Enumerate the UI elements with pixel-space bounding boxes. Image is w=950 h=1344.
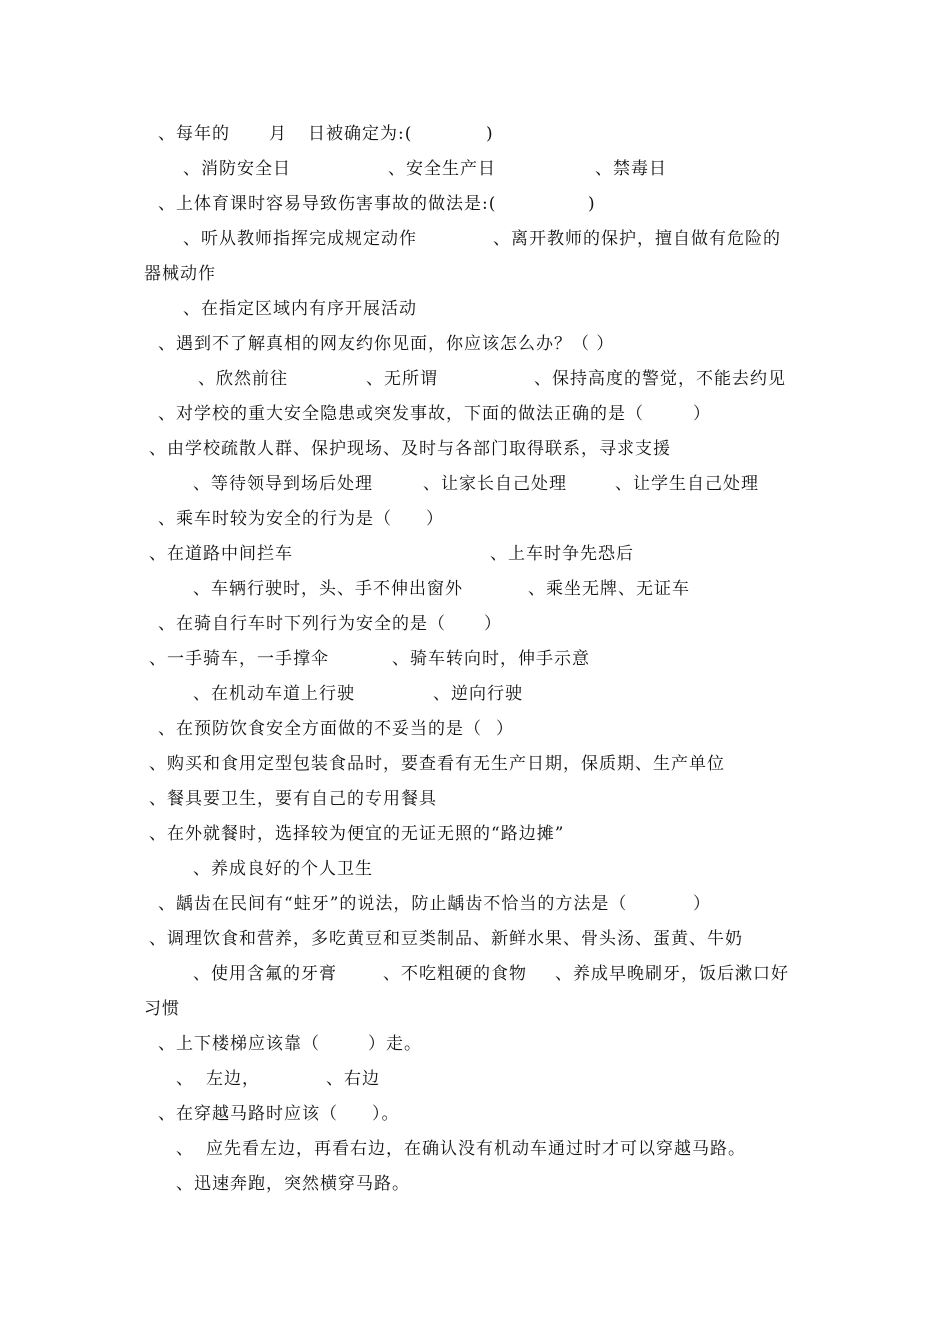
question-5-option-d: 、乘坐无牌、无证车 [528,579,690,599]
question-8-option-b: 、使用含氟的牙膏 [193,964,337,984]
question-3-option-a: 、欣然前往 [198,369,288,389]
question-5-option-a: 、在道路中间拦车 [149,544,293,564]
question-3-text: 、遇到不了解真相的网友约你见面，你应该怎么办？（ ） [158,334,615,354]
question-4-text-a: 、对学校的重大安全隐患或突发事故，下面的做法正确的是（ [158,404,644,424]
question-8-option-d: 、养成早晚刷牙，饭后漱口好 [555,964,789,984]
question-7-option-c: 、在外就餐时，选择较为便宜的无证无照的“路边摊” [149,824,565,844]
question-4-option-a-row [149,438,671,460]
question-2-options-row2 [183,298,417,320]
question-8-option-a: 、调理饮食和营养，多吃黄豆和豆类制品、新鲜水果、骨头汤、蛋黄、牛奶 [149,929,743,949]
question-7-text-a: 、在预防饮食安全方面做的不妥当的是（ [158,719,482,739]
question-6-option-b: 、骑车转向时，伸手示意 [392,649,590,669]
question-1-option-a: 、消防安全日 [183,159,291,179]
question-6-text-b: ） [484,614,502,634]
question-10-option-b: 、迅速奔跑，突然横穿马路。 [176,1174,410,1194]
question-6-text-a: 、在骑自行车时下列行为安全的是（ [158,614,446,634]
question-7-option-c-row [149,823,564,845]
question-10-option-a: 应先看左边，再看右边，在确认没有机动车通过时才可以穿越马路。 [206,1139,746,1159]
question-6-option-c: 、在机动车道上行驶 [193,684,355,704]
question-1-text-d: ) [486,124,494,144]
question-1-option-b: 、安全生产日 [388,159,496,179]
question-10-text-b: ）。 [372,1104,400,1124]
question-7-option-a-row [149,753,725,775]
question-6-option-d: 、逆向行驶 [433,684,523,704]
question-8-option-d-continued [144,998,180,1020]
question-3-option-c: 、保持高度的警觉，不能去约见 [534,369,786,389]
question-7-option-d-row [193,858,373,880]
question-9-option-b: 、右边 [326,1069,380,1089]
question-7-option-b-row [149,788,437,810]
question-4-option-b: 、等待领导到场后处理 [193,474,373,494]
question-5-option-b: 、上车时争先恐后 [490,544,634,564]
question-10-text-a: 、在穿越马路时应该（ [158,1104,338,1124]
question-4-option-d: 、让学生自己处理 [615,474,759,494]
question-7-option-b: 、餐具要卫生，要有自己的专用餐具 [149,789,437,809]
question-5-option-c: 、车辆行驶时，头、手不伸出窗外 [193,579,463,599]
question-1-option-c: 、禁毒日 [595,159,667,179]
question-8-option-a-row [149,928,743,950]
question-2-option-b: 、离开教师的保护，擅自做有危险的 [493,229,781,249]
question-1-text-b: 月 [269,124,287,144]
question-9-text-b: ）走。 [368,1034,422,1054]
question-8-option-d-tail: 习惯 [144,999,180,1019]
question-8-text-a: 、龋齿在民间有“蛀牙”的说法，防止龋齿不恰当的方法是（ [158,894,628,914]
question-5-text-a: 、乘车时较为安全的行为是（ [158,509,392,529]
question-7-option-a: 、购买和食用定型包装食品时，要查看有无生产日期，保质期、生产单位 [149,754,725,774]
question-2-option-b-continued [144,263,216,285]
question-2-option-b-tail: 器械动作 [144,264,216,284]
question-10-option-a-marker: 、 [176,1139,194,1159]
question-1-text-c: 日被确定为:( [308,124,413,144]
question-10-option-b-row [176,1173,410,1195]
question-4-text-b: ） [693,404,711,424]
question-3 [158,333,614,355]
question-6-option-a: 、一手骑车，一手撑伞 [149,649,329,669]
question-8-option-c: 、不吃粗硬的食物 [383,964,527,984]
question-2-option-a: 、听从教师指挥完成规定动作 [183,229,417,249]
question-9-option-a-marker: 、 [176,1069,194,1089]
question-8-text-b: ） [693,894,711,914]
question-2-text-b: ) [588,194,596,214]
question-4-option-a: 、由学校疏散人群、保护现场、及时与各部门取得联系，寻求支援 [149,439,671,459]
question-5-text-b: ） [426,509,444,529]
question-9-text-a: 、上下楼梯应该靠（ [158,1034,320,1054]
question-7-option-d: 、养成良好的个人卫生 [193,859,373,879]
question-2-option-c: 、在指定区域内有序开展活动 [183,299,417,319]
question-3-option-b: 、无所谓 [366,369,438,389]
question-1-text-a: 、每年的 [158,124,230,144]
question-9-option-a: 左边， [206,1069,260,1089]
question-7-text-b: ） [496,719,514,739]
question-4-option-c: 、让家长自己处理 [423,474,567,494]
question-2-text-a: 、上体育课时容易导致伤害事故的做法是:( [158,194,497,214]
